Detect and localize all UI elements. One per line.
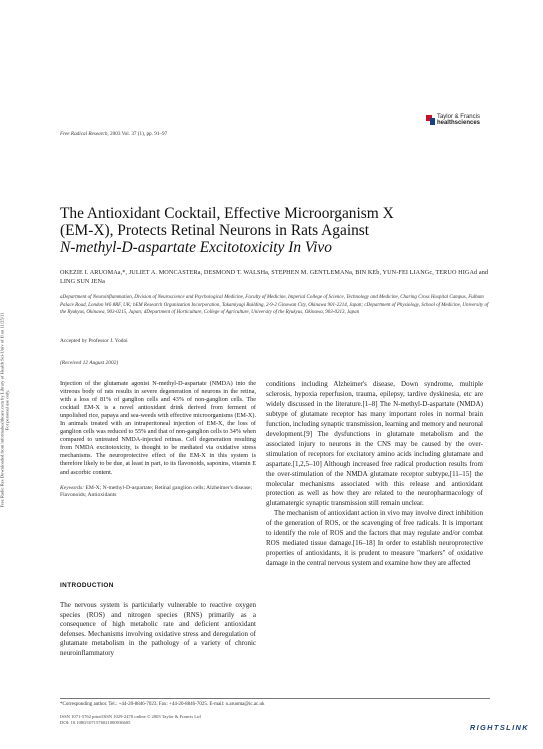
title-line-1: The Antioxidant Cocktail, Effective Microorganism X (60, 205, 394, 222)
download-watermark-text: Free Radic Res Downloaded from informahealthcare.com by Library of Health Sci-Univ of Il on 11/25/11 For personal use only. (0, 312, 10, 508)
accepted-by: Accepted by Professor J. Yodoi (60, 338, 128, 344)
journal-volume: 2003 Vol. 37 (1), pp. 91–97 (108, 131, 168, 137)
publisher-logo (426, 114, 480, 127)
title-line-2: (EM-X), Protects Retinal Neurons in Rats Against (60, 222, 370, 240)
body-paragraph-1: conditions including Alzheimer's disease, Down syndrome, multiple sclerosis, hypoxia reperfusion, trauma, epilepsy, tardive dyskinesia, etc are widely discussed in the literature.[1–8] The N-methyl-D-aspartate (NMDA) subtype of glutamate receptor has many important roles in normal brain function, including synaptic transmission, learning and memory and neuronal development.[9] The dysfunctions in glutamate metabolism and the associated injury to neurons in the CNS may be caused by the over-stimulation of receptors for excitatory amino acids including glutamate and aspartate.[1,2,5–10] Although increased free radical production results from the over-stimulation of the NMDA glutamate receptor subtype,[11–15] the molecular mechanisms associated with this release and antioxidant protection as well as how they are related to the neuropharmacology of glutamatergic synaptic transmission still remain unclear. (266, 380, 483, 508)
issn-line: ISSN 1071-5762 print/ISSN 1029-2470 online © 2003 Taylor & Francis Ltd (60, 714, 201, 719)
publisher-text (437, 114, 480, 127)
keywords-text: EM-X; N-methyl-D-aspartate; Retinal ganglion cells; Alzheimer's disease; Flavonoids; Antioxidants (60, 484, 253, 499)
right-column (266, 380, 483, 569)
introduction-heading: INTRODUCTION (60, 582, 114, 589)
body-paragraph-2: The mechanism of antioxidant action in vivo may involve direct inhibition of the generation of ROS, or the scavenging of free radicals. It is important to identify the role of ROS and the factors that may regulate and/or combat ROS mediated tissue damage.[16–18] In order to establish neuroprotective properties of antioxidants, it is prudent to measure "markers" of oxidative damage in the central nervous system and examine how they are affected (266, 509, 483, 568)
received-date: (Received 12 August 2002) (60, 360, 119, 366)
publisher-mark-icon (426, 114, 435, 125)
corresponding-author-footnote: *Corresponding author. Tel.: +44-20-8846-7023. Fax: +44-20-8846-7025. E-mail: o.aruoma@ic.ac.uk (60, 698, 490, 707)
right-column-body (266, 380, 483, 569)
introduction-text: The nervous system is particularly vulnerable to reactive oxygen species (ROS) and nitrogen species (RNS) primarily as a consequence of high metabolic rate and deficient antioxidant defenses. Mechanisms involving oxidative stress and deregulation of glutamate metabolism in the pathology of a variety of chronic neuroinflammatory (60, 601, 256, 657)
keywords-label: Keywords: (60, 484, 85, 491)
rightslink-logo[interactable]: RIGHTSLINK (469, 723, 529, 732)
abstract-text: Injection of the glutamate agonist N-methyl-D-aspartate (NMDA) into the vitreous body of rats results in severe degeneration of neurons in the retina, with a loss of 81% of ganglion cells and 43% of non-ganglion cells. The cocktail EM-X is a novel antioxidant drink derived from ferment of unpolished rice, papaya and sea-weeds with effective microorganisms (EM-X). In animals treated with an intraperitoneal injection of EM-X, the loss of ganglion cells was reduced to 55% and that of non-ganglion cells to 34% when compared to untreated NMDA-injected retinas. Cell degeneration resulting from NMDA excitotoxicity, is thought to be mediated via oxidative stress mechanisms. The neuroprotective effect of the EM-X in this system is therefore likely to be due, at least in part, to its flavonoids, saponins, vitamin E and ascorbic content. (60, 380, 256, 476)
publisher-imprint: healthsciences (436, 120, 480, 127)
article-title (60, 205, 500, 257)
download-watermark (1, 200, 9, 620)
publisher-name: Taylor & Francis (436, 114, 480, 120)
journal-citation (60, 131, 167, 137)
abstract-column (60, 380, 256, 500)
title-line-3: N-methyl-D-aspartate Excitotoxicity In Vivo (60, 239, 332, 257)
issn-doi-block (60, 714, 201, 726)
doi-line: DOI: 10.1080/1071576021000036605 (60, 720, 131, 726)
affiliations: aDepartment of Neuroinflammation, Division of Neuroscience and Psychological Medicine, Faculty of Medicine, Imperial College of Science, Technology and Medicine, Charing Cross Hospital Campus, Fulham Palace Road, London W6 8RF, UK; bEM Research Organization Incorporation, Takamiyagi Building, 2-9-2 Ginowan City, Okinawa 901-2214, Japan; cDepartment of Physiology, School of Medicine, University of the Ryukyus, Okinawa, 903-0215, Japan; dDepartment of Horticulture, College of Agriculture, University of the Ryukyus, Okinawa, 903-0213, Japan (60, 295, 489, 316)
author-list: OKEZIE I. ARUOMAa,*, JULIET A. MONCASTERa, DESMOND T. WALSHa, STEPHEN M. GENTLEMANa, BIN KEb, YUN-FEI LIANGc, TERUO HIGAd and LING SUN JENa (60, 269, 489, 285)
keywords (60, 485, 256, 500)
journal-name: Free Radical Research, (60, 131, 109, 137)
